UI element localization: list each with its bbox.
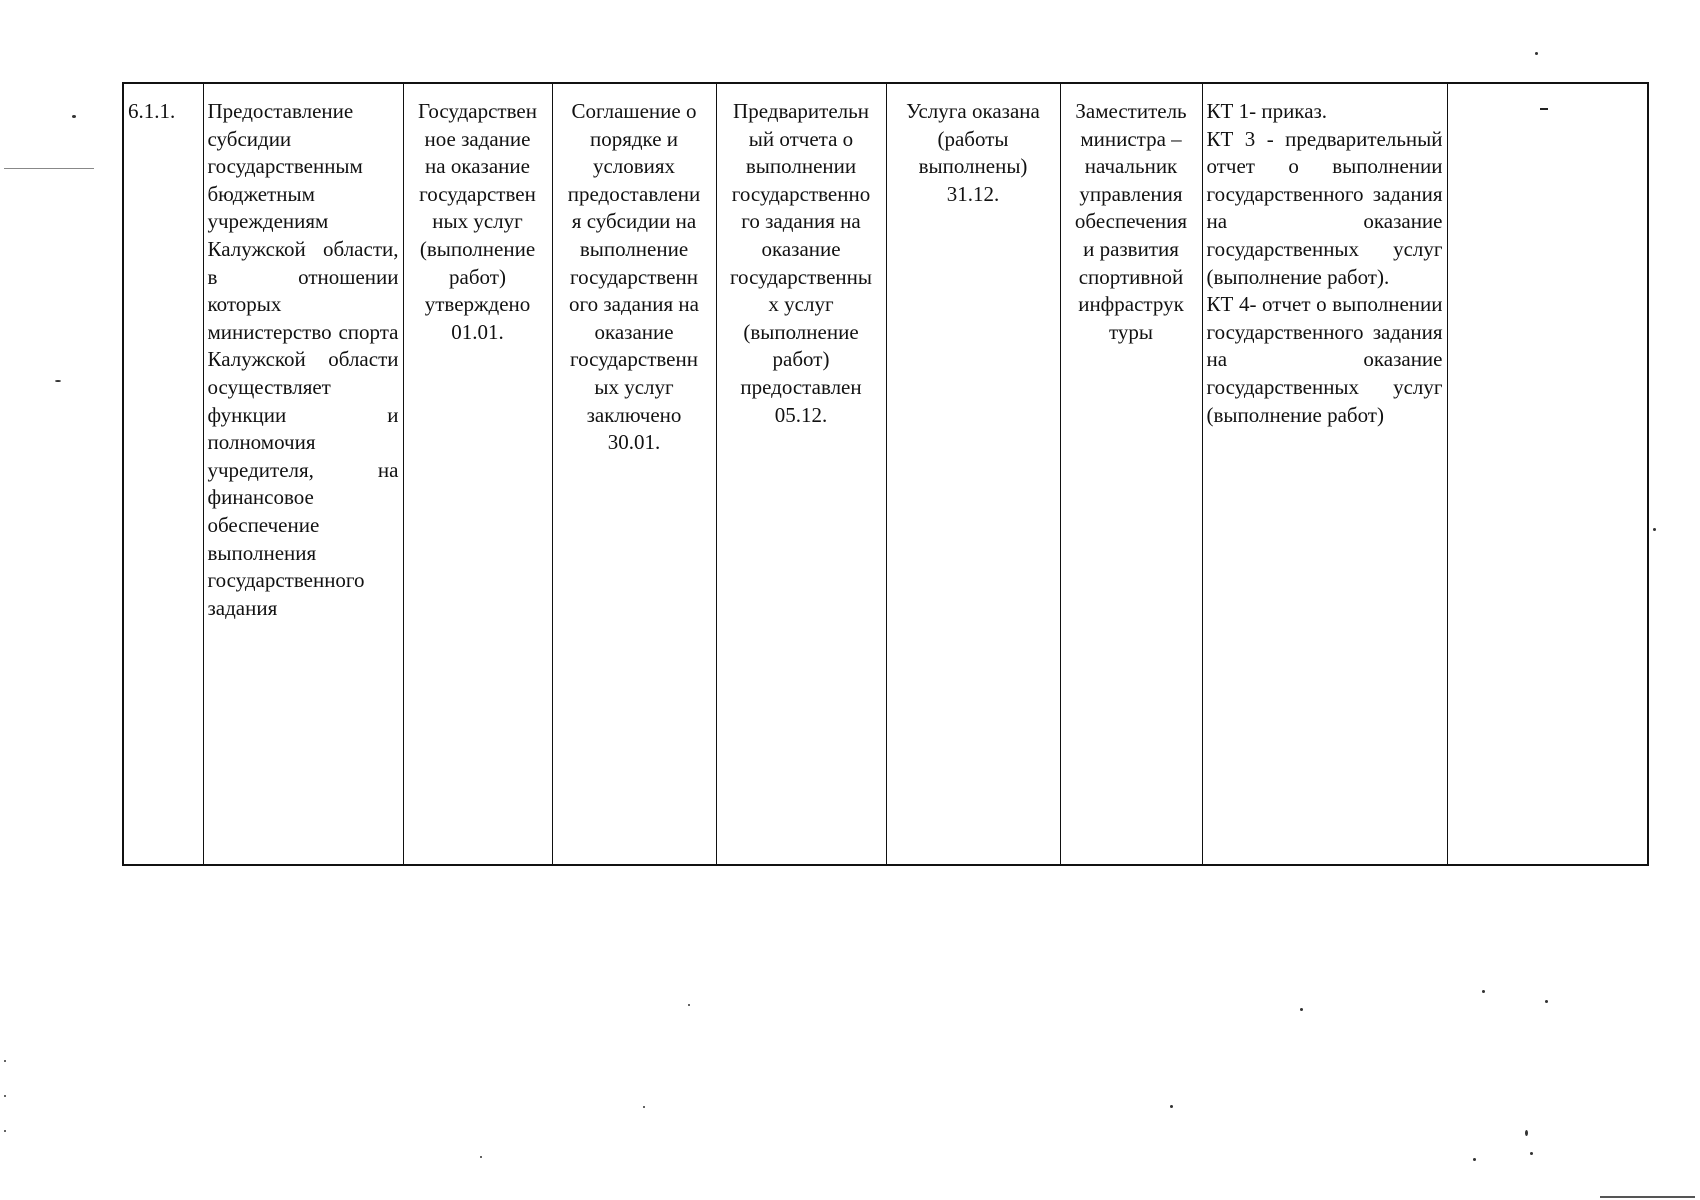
note-cell — [1447, 83, 1648, 865]
scan-artifact — [480, 1156, 482, 1158]
scan-artifact — [1535, 52, 1538, 55]
scan-artifact — [1653, 528, 1656, 531]
checkpoint-1-cell: Государствен ное задание на оказание государствен ных услуг (выполнение работ) утверждено 01.01. — [403, 83, 552, 865]
scan-artifact — [688, 1004, 690, 1006]
table-row — [123, 83, 1648, 865]
scan-artifact — [1530, 1152, 1533, 1155]
scan-artifact — [1525, 1130, 1528, 1136]
scan-artifact — [4, 1130, 6, 1132]
checkpoint-4-cell: Услуга оказана (работы выполнены) 31.12. — [886, 83, 1060, 865]
responsible-person-cell: Заместитель министра – начальник управления обеспечения и развития спортивной инфраструк туры — [1060, 83, 1202, 865]
scan-artifact — [4, 1060, 6, 1062]
checkpoint-2-cell: Соглашение о порядке и условиях предоставлени я субсидии на выполнение государственн ого задания на оказание государственн ых услуг заключено 30.01. — [552, 83, 716, 865]
plan-table — [122, 82, 1649, 866]
scan-artifact — [643, 1106, 645, 1108]
scan-artifact — [1170, 1105, 1173, 1108]
event-description-cell: Предоставление субсидии государственным бюджетным учреждениям Калужской области, в отношении которых министерство спорта Калужской области осуществляет функции и полномочия учредителя, на финансовое обеспечение выполнения государственного задания — [203, 83, 403, 865]
scan-artifact — [1545, 1000, 1548, 1003]
row-number-cell: 6.1.1. — [123, 83, 203, 865]
scan-artifact — [1300, 1008, 1303, 1011]
scan-artifact — [72, 115, 76, 118]
scan-artifact — [55, 380, 61, 382]
checkpoint-3-cell: Предварительн ый отчета о выполнении государственно го задания на оказание государственны х услуг (выполнение работ) предоставлен 05.12. — [716, 83, 886, 865]
scan-artifact — [1600, 1196, 1695, 1198]
scan-artifact — [1473, 1158, 1476, 1161]
scan-artifact — [1482, 990, 1485, 993]
documents-cell: КТ 1- приказ. КТ 3 - предварительный отчет о выполнении государственного задания на оказание государственных услуг (выполнение работ). КТ 4- отчет о выполнении государственного задания на оказание государственных услуг (выполнение работ) — [1202, 83, 1447, 865]
scan-artifact — [4, 168, 94, 169]
scan-artifact — [4, 1095, 6, 1097]
scan-artifact — [1540, 108, 1548, 110]
